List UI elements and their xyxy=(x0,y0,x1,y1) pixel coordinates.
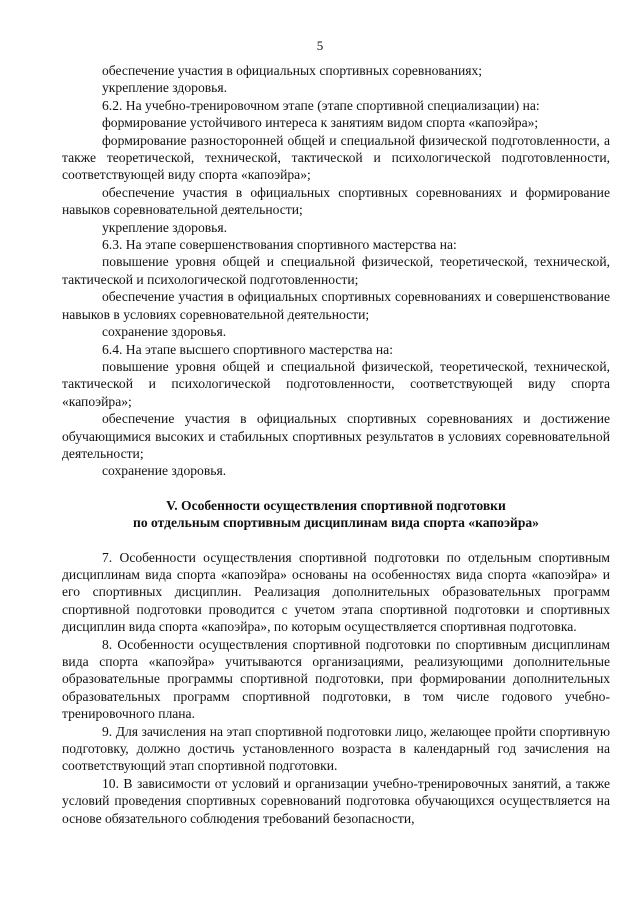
paragraph: сохранение здоровья. xyxy=(102,463,227,479)
paragraph: обеспечение участия в официальных спортивных соревнованиях и достижение обучающимися высоких и стабильных спортивных результатов в условиях соревновательной деятельности; xyxy=(62,411,610,461)
section-heading xyxy=(62,497,610,532)
paragraph: укрепление здоровья. xyxy=(102,80,228,96)
paragraph: 10. В зависимости от условий и организации учебно-тренировочных занятий, а также условий проведения спортивных соревнований подготовка обучающихся осуществляется на основе обязательного соблюдения требований безопасности, xyxy=(62,775,610,826)
paragraph: обеспечение участия в официальных спортивных соревнованиях и совершенствование навыков в условиях соревновательной деятельности; xyxy=(62,289,610,322)
paragraph: формирование устойчивого интереса к занятиям видом спорта «капоэйра»; xyxy=(102,115,539,131)
paragraph: 6.2. На учебно-тренировочном этапе (этапе спортивной специализации) на: xyxy=(102,97,540,113)
paragraph: формирование разносторонней общей и специальной физической подготовленности, а также теоретической, технической, тактической и психологической подготовленности, соответствующей виду спорта «капоэйра»; xyxy=(62,132,610,183)
page-number: 5 xyxy=(316,38,324,53)
paragraph: обеспечение участия в официальных спортивных соревнованиях и формирование навыков соревновательной деятельности; xyxy=(62,184,610,218)
document-body xyxy=(62,62,610,827)
paragraph: 9. Для зачисления на этап спортивной подготовки лицо, желающее пройти спортивную подготовку, должно достичь установленного возраста в календарный год зачисления на соответствующий этап спортивной подготовки. xyxy=(62,723,610,774)
paragraph: обеспечение участия в официальных спортивных соревнованиях; xyxy=(102,63,483,78)
section-heading-line-1: V. Особенности осуществления спортивной подготовки xyxy=(166,497,506,513)
paragraph: сохранение здоровья. xyxy=(102,324,227,340)
paragraph: 6.4. На этапе высшего спортивного мастерства на: xyxy=(102,341,393,357)
paragraph: 6.3. На этапе совершенствования спортивного мастерства на: xyxy=(102,237,457,253)
paragraph: повышение уровня общей и специальной физической, теоретической, технической, тактической и психологической подготовленности; xyxy=(62,254,610,287)
paragraph: укрепление здоровья. xyxy=(102,219,228,235)
section-heading-line-2: по отдельным спортивным дисциплинам вида спорта «капоэйра» xyxy=(133,515,539,531)
paragraph: повышение уровня общей и специальной физической, теоретической, технической, тактической и психологической подготовленности, соответствующей виду спорта «капоэйра»; xyxy=(62,358,610,409)
paragraph: 7. Особенности осуществления спортивной подготовки по отдельным спортивным дисциплинам вида спорта «капоэйра» основаны на особенностях вида спорта «капоэйра» и его спортивных дисциплин. Реализация дополнительных образовательных программ спортивной подготовки проводится с учетом этапа спортивной подготовки и спортивных дисциплин вида спорта «капоэйра», по которым осуществляется спортивная подготовка. xyxy=(62,549,610,635)
paragraph: 8. Особенности осуществления спортивной подготовки по спортивным дисциплинам вида спорта «капоэйра» учитываются организациями, реализующими дополнительные образовательные программы спортивной подготовки, при формировании дополнительных образовательных программ спортивной подготовки, в том числе годового учебно-тренировочного плана. xyxy=(62,636,610,722)
